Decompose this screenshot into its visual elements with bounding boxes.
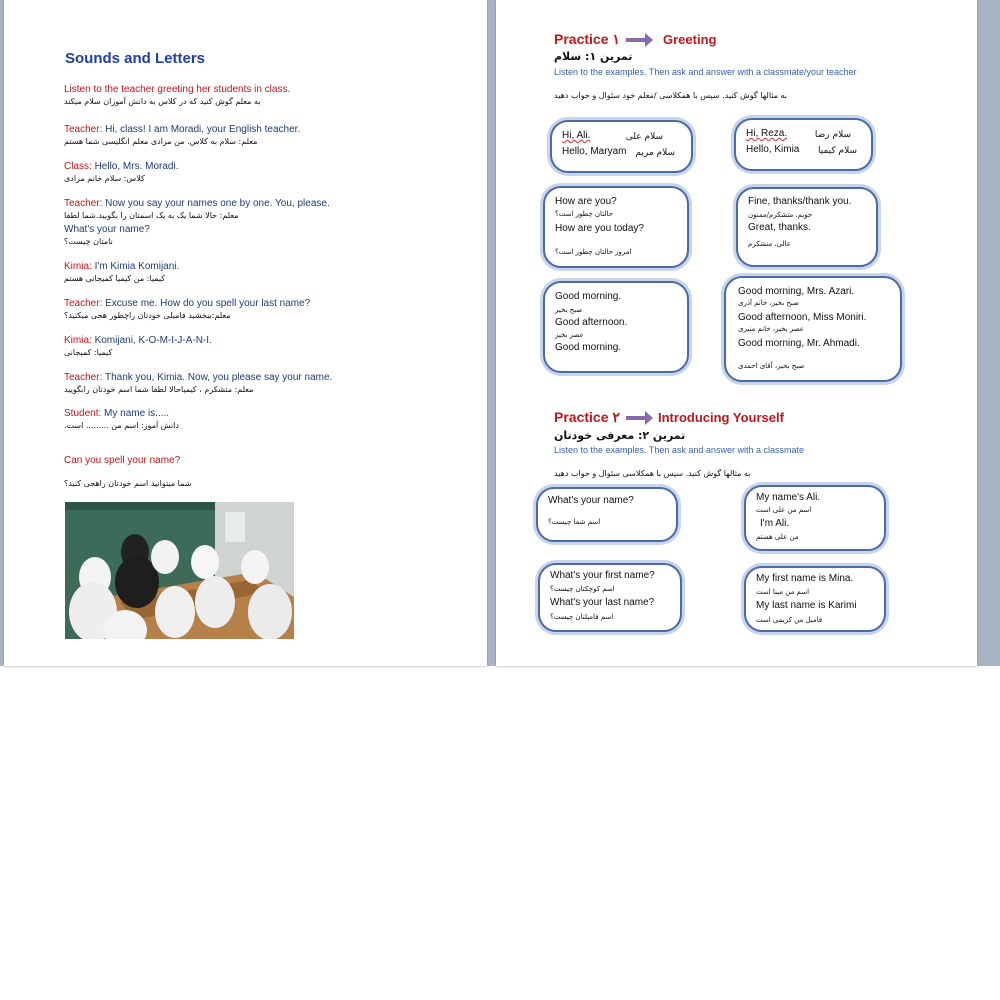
bubble-10-fa-1: اسم من مینا است [756,588,810,596]
bubble-6-fa-1: صبح بخیر، خانم آذری [738,299,799,307]
practice2-instruction-en: Listen to the examples. Then ask and answer with a classmate [554,445,804,455]
bubble-4-fa-1: خوبم، متشکرم/ممنون [748,211,813,219]
dialog-line-5: Teacher: Excuse me. How do you spell your last name? [64,298,311,309]
classroom-photo [65,502,294,639]
bubble-2-line-2: Hello, Kimia [746,144,800,155]
dialog-line-1-fa: معلم: سلام به کلاس. من مرادی معلم انگلیسی شما هستم [64,137,258,146]
bubble-6-line-2: Good afternoon, Miss Moniri. [738,312,867,323]
bubble-2-fa-1: سلام رضا [814,130,851,140]
bubble-9-line-2: What's your last name? [550,597,655,608]
practice1-instruction-en: Listen to the examples. Then ask and answer with a classmate/your teacher [554,67,857,77]
bubble-2-fa-2: سلام کیمیا [817,146,857,156]
page-left [4,0,487,666]
bubble-3-line-2: How are you today? [555,223,644,234]
bubble-7-fa-1: اسم شما چیست؟ [548,518,601,526]
bubble-10-line-1: My first name is Mina. [756,573,854,584]
practice2-title-fa: تمرین ۲: معرفی خودتان [554,429,686,442]
dialog-line-5-fa: معلم:ببخشید فامیلی خودتان راچطور هجی میکنید؟ [64,311,231,320]
dialog-line-7-fa: معلم: متشکرم ، کیمیاحالا لطفا شما اسم خودتان رابگویید [64,385,254,394]
bubble-8-fa-2: من علی هستم [756,533,799,541]
bubble-6-line-3: Good morning, Mr. Ahmadi. [738,338,860,349]
intro-fa: به معلم گوش کنید که در کلاس به دانش آموزان سلام میکند [64,97,261,106]
page-title: Sounds and Letters [65,50,206,67]
practice2-instruction-fa: به مثالها گوش کنید. سپس با همکلاسی سئوال و جواب دهید [554,469,751,478]
dialog-line-8: Student: My name is..... [64,408,170,419]
speech-bubble-3 [543,186,689,268]
intro-en: Listen to the teacher greeting her students in class. [64,84,291,95]
speech-bubble-4 [736,187,878,267]
bubble-9-line-1: What's your first name? [550,570,655,581]
bubble-4-line-1: Fine, thanks/thank you. [748,196,852,207]
speech-bubble-7 [536,487,678,542]
dialog-line-3-fa: معلم: حالا شما یک به یک اسمتان را بگویید.شما لطفا [64,211,239,220]
arrow-icon [626,38,646,42]
dialog-line-3-en2: What's your name? [64,224,150,235]
dialog-line-7: Teacher: Thank you, Kimia. Now, you please say your name. [64,372,333,383]
practice2-title: Practice ۲ [554,409,620,425]
arrow-icon [626,416,646,420]
dialog-line-2: Class: Hello, Mrs. Moradi. [64,161,179,172]
speech-bubble-6 [724,276,902,382]
speech-bubble-2 [734,118,873,171]
bubble-6-fa-3: صبح بخیر، آقای احمدی [738,362,805,370]
bubble-5-fa-1: صبح بخیر [555,306,583,314]
speech-bubble-8 [744,485,886,551]
dialog-line-6: Kimia: Komijani, K-O-M-I-J-A-N-I. [64,335,212,346]
bubble-8-fa-1: اسم من علی است [756,506,812,514]
bubble-6-line-1: Good morning, Mrs. Azari. [738,286,855,297]
dialog-line-4-fa: کیمیا: من کیمیا کمیجانی هستم [64,274,166,283]
question-en: Can you spell your name? [64,455,181,466]
bubble-1-line-2: Hello, Maryam [562,146,627,157]
bubble-4-fa-2: عالی، متشکرم [748,240,791,248]
practice2-subtitle: Introducing Yourself [658,410,784,425]
bubble-8-line-2: I'm Ali. [760,518,790,529]
dialog-line-4: Kimia: I'm Kimia Komijani. [64,261,180,272]
speech-bubble-5 [543,281,689,373]
dialog-line-3: Teacher: Now you say your names one by one. You, please. [64,198,330,209]
dialog-line-6-fa: کیمیا: کمیجانی [64,348,113,357]
bubble-5-line-3: Good morning. [555,342,622,353]
bubble-3-fa-2: امروز حالتان چطور است؟ [555,248,632,256]
bubble-10-fa-2: فامیل من کریمی است [756,616,823,624]
bubble-3-fa-1: حالتان چطور است؟ [555,210,613,218]
classroom-photo-image [65,502,294,639]
practice1-instruction-fa: به مثالها گوش کنید. سپس با همکلاسی /معلم خود سئوال و جواب دهید [554,91,788,100]
dialog-line-2-fa: کلاس: سلام خانم مرادی [64,174,145,183]
bubble-9-fa-2: اسم فامیلتان چیست؟ [550,613,614,621]
practice1-title: Practice ۱ [554,31,620,47]
bubble-10-line-2: My last name is Karimi [756,600,857,611]
bubble-3-line-1: How are you? [555,196,617,207]
bubble-5-line-2: Good afternoon. [555,317,628,328]
dialog-line-8-fa: دانش آموز: اسم من ......... است. [64,421,179,430]
bubble-2-line-1: Hi, Reza. [746,128,788,139]
dialog-line-1: Teacher: Hi, class! I am Moradi, your English teacher. [64,124,301,135]
bubble-5-fa-2: عصر بخیر [555,331,584,339]
bubble-5-line-1: Good morning. [555,291,622,302]
page-right [496,0,977,666]
speech-bubble-1 [550,120,693,173]
bubble-8-line-1: My name's Ali. [756,492,821,503]
question-fa: شما میتوانید اسم خودتان راهجی کنید؟ [64,479,192,488]
bubble-1-line-1: Hi, Ali. [562,130,591,141]
dialog-line-3-fa2: نامتان چیست؟ [64,237,113,246]
bubble-7-line-1: What's your name? [548,495,634,506]
bubble-1-fa-1: سلام علی [625,132,663,142]
speech-bubble-9 [538,563,682,632]
bubble-9-fa-1: اسم کوچکتان چیست؟ [550,585,615,593]
speech-bubble-10 [744,566,886,632]
practice1-subtitle: Greeting [663,32,717,47]
bubble-6-fa-2: عصر بخیر، خانم منیری [738,325,804,333]
bubble-1-fa-2: سلام مریم [635,148,675,158]
practice1-title-fa: تمرین ۱: سلام [554,50,633,63]
bubble-4-line-2: Great, thanks. [748,222,811,233]
